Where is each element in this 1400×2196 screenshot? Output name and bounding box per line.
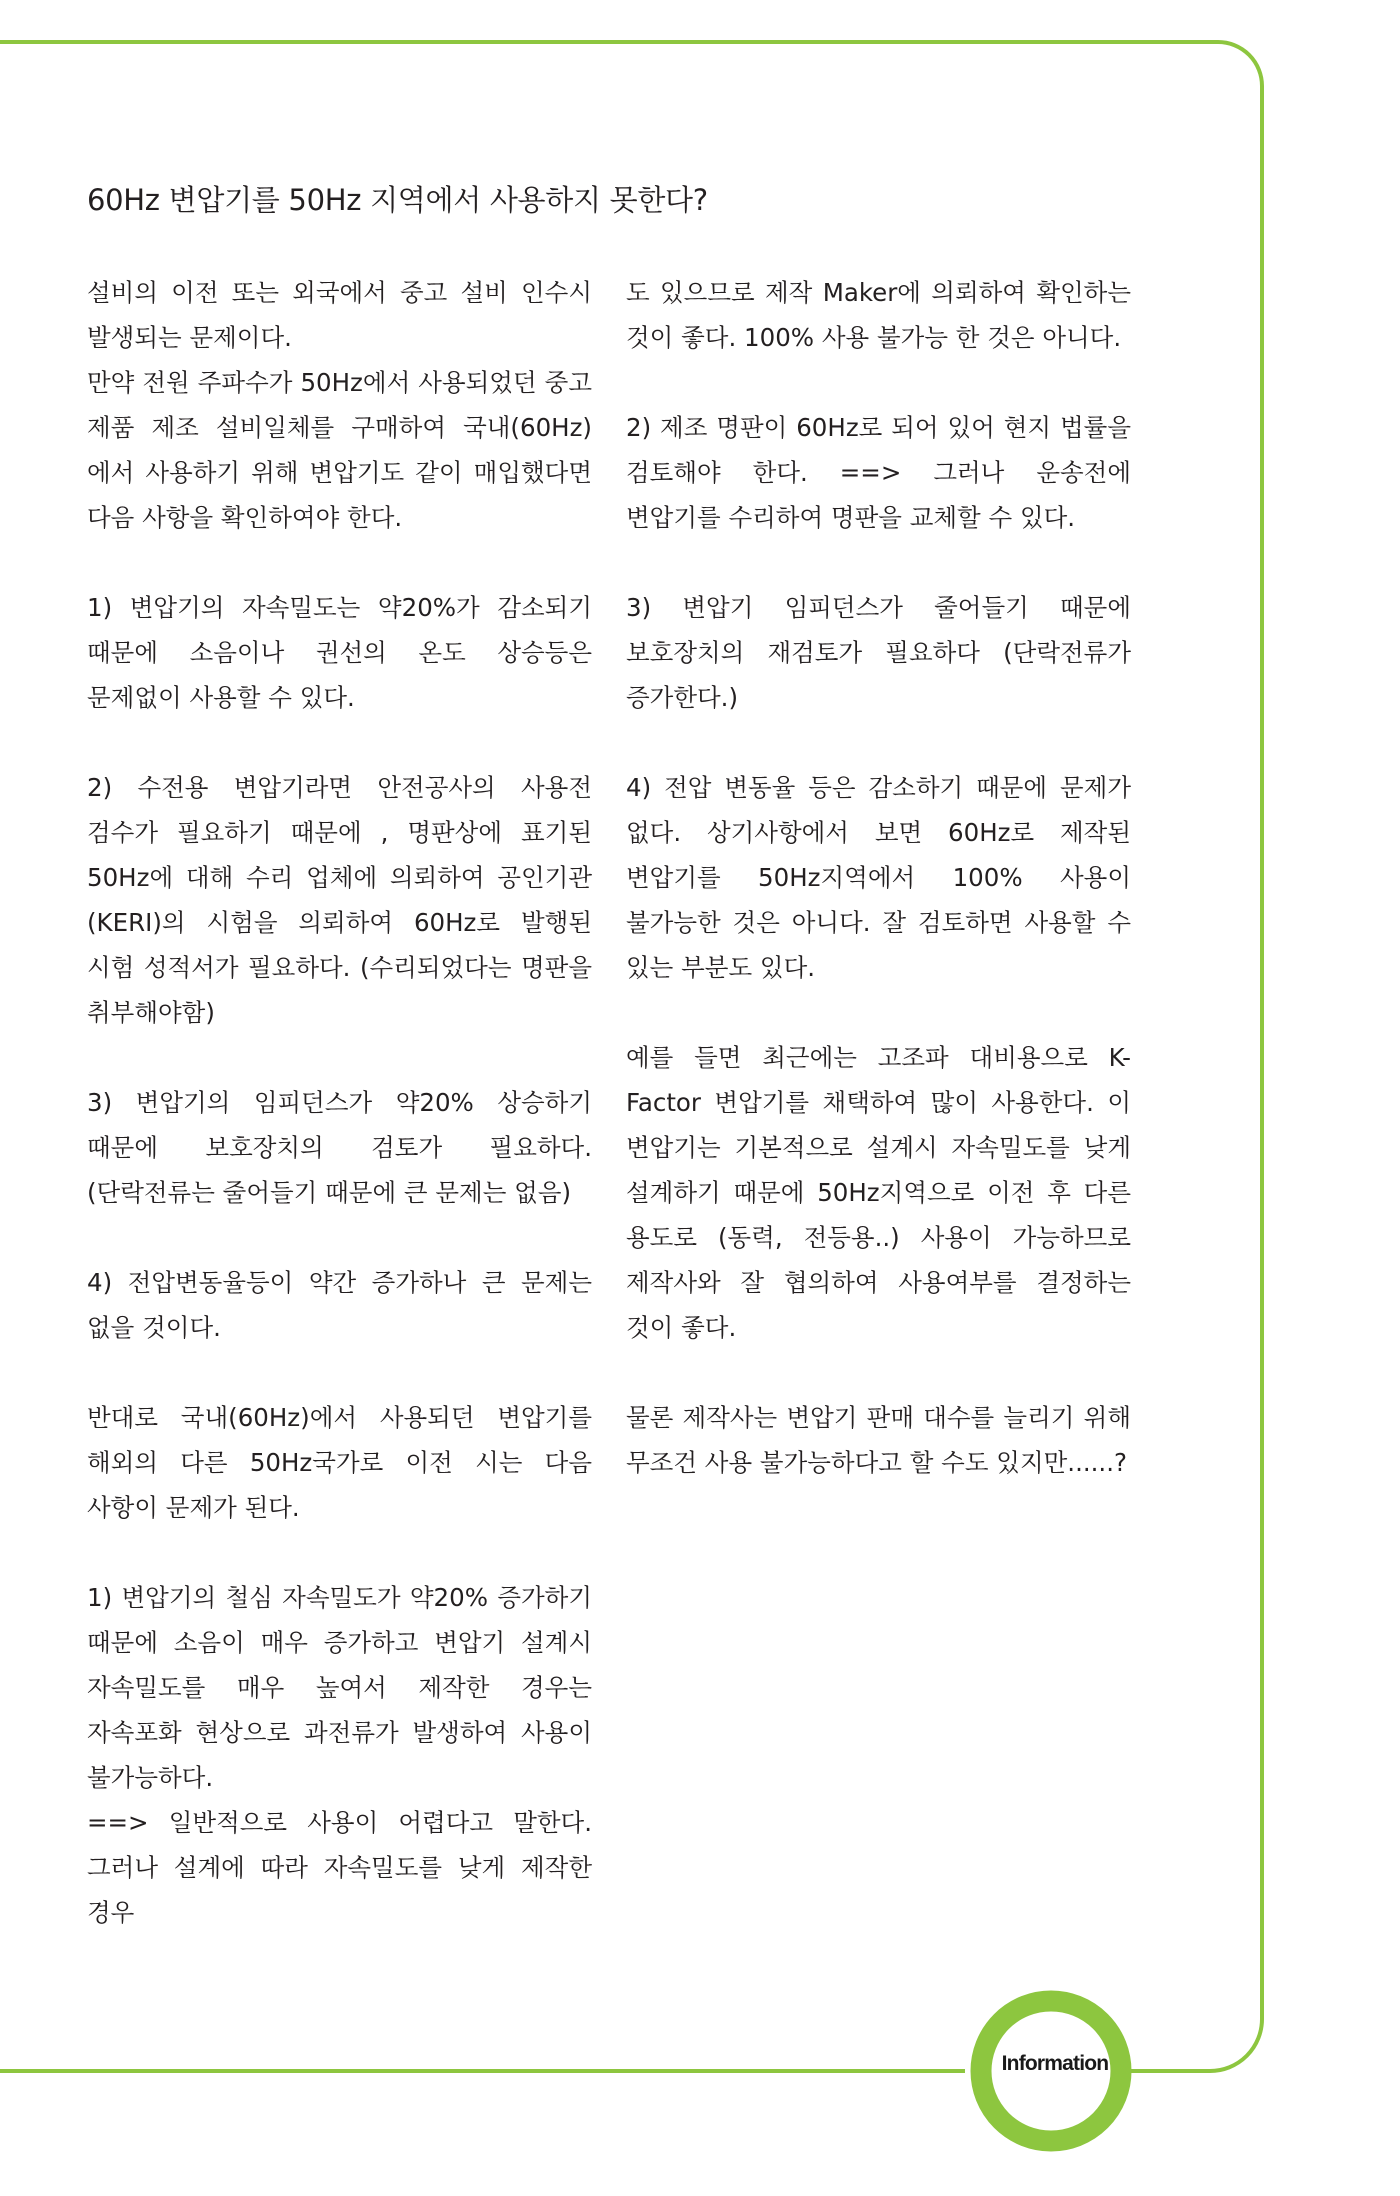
paragraph: 물론 제작사는 변압기 판매 대수를 늘리기 위해 무조건 사용 불가능하다고 할 수도 있지만......?	[626, 1403, 1131, 1477]
paragraph: 3) 변압기 임피던스가 줄어들기 때문에 보호장치의 재검토가 필요하다 (단락전류가 증가한다.)	[626, 593, 1131, 712]
paragraph: 2) 수전용 변압기라면 안전공사의 사용전 검수가 필요하기 때문에 , 명판상에 표기된 50Hz에 대해 수리 업체에 의뢰하여 공인기관(KERI)의 시험을 의뢰하여 60Hz로 발행된 시험 성적서가 필요하다. (수리되었다는 명판을 취부해야함)	[87, 773, 592, 1027]
paragraph: 반대로 국내(60Hz)에서 사용되던 변압기를 해외의 다른 50Hz국가로 이전 시는 다음 사항이 문제가 된다.	[87, 1403, 592, 1522]
information-badge-label: Information	[1001, 2052, 1109, 2075]
right-column	[626, 270, 1131, 1485]
paragraph: ==> 일반적으로 사용이 어렵다고 말한다. 그러나 설계에 따라 자속밀도를 낮게 제작한 경우	[87, 1808, 592, 1927]
paragraph: 4) 전압변동율등이 약간 증가하나 큰 문제는 없을 것이다.	[87, 1268, 592, 1342]
paragraph: 1) 변압기의 자속밀도는 약20%가 감소되기 때문에 소음이나 권선의 온도 상승등은 문제없이 사용할 수 있다.	[87, 593, 592, 712]
paragraph: 설비의 이전 또는 외국에서 중고 설비 인수시 발생되는 문제이다.	[87, 278, 592, 352]
paragraph: 만약 전원 주파수가 50Hz에서 사용되었던 중고 제품 제조 설비일체를 구매하여 국내(60Hz)에서 사용하기 위해 변압기도 같이 매입했다면 다음 사항을 확인하여야 한다.	[87, 368, 592, 532]
paragraph: 예를 들면 최근에는 고조파 대비용으로 K-Factor 변압기를 채택하여 많이 사용한다. 이 변압기는 기본적으로 설계시 자속밀도를 낮게 설계하기 때문에 50Hz지역으로 이전 후 다른 용도로 (동력, 전등용..) 사용이 가능하므로 제작사와 잘 협의하여 사용여부를 결정하는 것이 좋다.	[626, 1043, 1131, 1342]
paragraph: 도 있으므로 제작 Maker에 의뢰하여 확인하는 것이 좋다. 100% 사용 불가능 한 것은 아니다.	[626, 278, 1131, 352]
paragraph: 1) 변압기의 철심 자속밀도가 약20% 증가하기 때문에 소음이 매우 증가하고 변압기 설계시 자속밀도를 매우 높여서 제작한 경우는 자속포화 현상으로 과전류가 발생하여 사용이 불가능하다.	[87, 1583, 592, 1792]
paragraph: 3) 변압기의 임피던스가 약20% 상승하기 때문에 보호장치의 검토가 필요하다. (단락전류는 줄어들기 때문에 큰 문제는 없음)	[87, 1088, 592, 1207]
paragraph: 4) 전압 변동율 등은 감소하기 때문에 문제가 없다. 상기사항에서 보면 60Hz로 제작된 변압기를 50Hz지역에서 100% 사용이 불가능한 것은 아니다. 잘 검토하면 사용할 수 있는 부분도 있다.	[626, 773, 1131, 982]
paragraph: 2) 제조 명판이 60Hz로 되어 있어 현지 법률을 검토해야 한다. ==> 그러나 운송전에 변압기를 수리하여 명판을 교체할 수 있다.	[626, 413, 1131, 532]
left-column	[87, 270, 592, 1935]
page-title: 60Hz 변압기를 50Hz 지역에서 사용하지 못한다?	[87, 183, 708, 217]
